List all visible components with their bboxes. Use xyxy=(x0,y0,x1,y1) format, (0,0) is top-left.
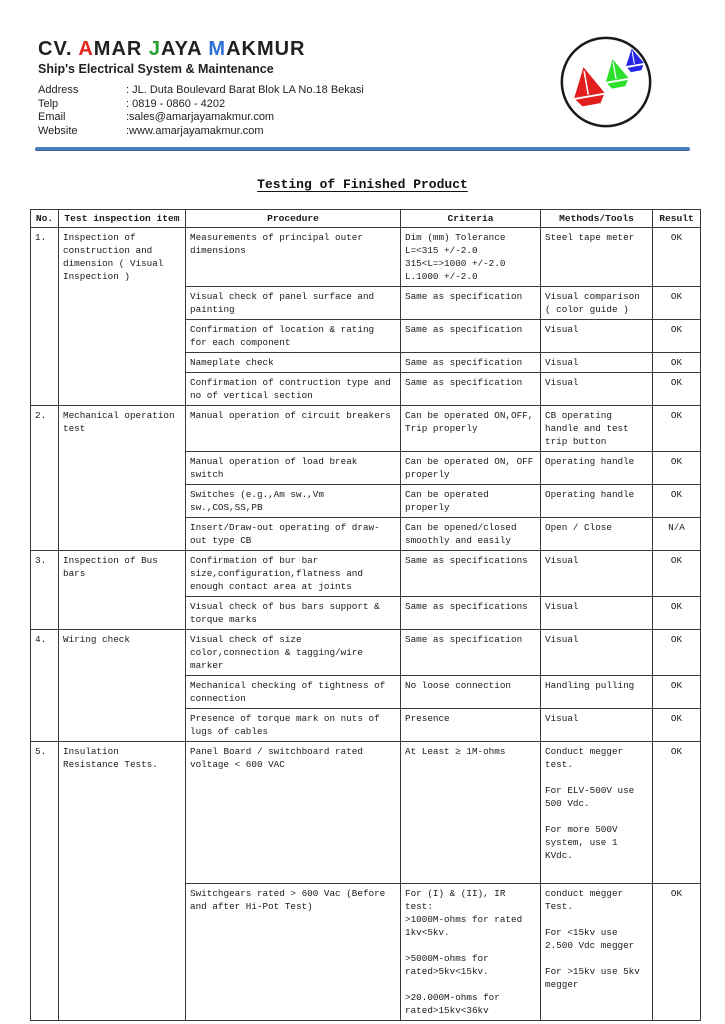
document-title: Testing of Finished Product xyxy=(257,177,468,192)
cell-procedure: Confirmation of contruction type and no of vertical section xyxy=(186,373,401,406)
cell-no: 3. xyxy=(31,551,59,630)
cell-result: N/A xyxy=(653,518,701,551)
contact-value: : 0819 - 0860 - 4202 xyxy=(126,97,226,110)
cell-procedure: Confirmation of location & rating for each component xyxy=(186,320,401,353)
cell-criteria: Same as specification xyxy=(401,287,541,320)
sailboats-logo-icon xyxy=(558,34,654,130)
cell-no: 4. xyxy=(31,630,59,742)
cell-item: Inspection of construction and dimension ( Visual Inspection ) xyxy=(59,228,186,406)
cell-methods: Conduct megger test. For ELV-500V use 500 Vdc. For more 500V system, use 1 KVdc. xyxy=(541,742,653,884)
cell-methods: Visual comparison ( color guide ) xyxy=(541,287,653,320)
table-row xyxy=(31,406,701,452)
cell-result: OK xyxy=(653,287,701,320)
cell-methods: Handling pulling xyxy=(541,676,653,709)
col-header-item: Test inspection item xyxy=(59,210,186,228)
table-row xyxy=(31,551,701,597)
cell-criteria: Same as specification xyxy=(401,630,541,676)
cell-procedure: Manual operation of load break switch xyxy=(186,452,401,485)
company-name-part: A xyxy=(78,38,94,60)
cell-result: OK xyxy=(653,353,701,373)
col-header-procedure: Procedure xyxy=(186,210,401,228)
cell-procedure: Panel Board / switchboard rated voltage < 600 VAC xyxy=(186,742,401,884)
cell-result: OK xyxy=(653,884,701,1021)
cell-methods: Visual xyxy=(541,551,653,597)
cell-item: Wiring check xyxy=(59,630,186,742)
cell-result: OK xyxy=(653,406,701,452)
col-header-result: Result xyxy=(653,210,701,228)
cell-criteria: Same as specification xyxy=(401,353,541,373)
cell-methods: Visual xyxy=(541,353,653,373)
cell-methods: CB operating handle and test trip button xyxy=(541,406,653,452)
header-divider-rule xyxy=(35,147,690,151)
contact-row-email xyxy=(38,111,364,125)
company-name-part: AYA xyxy=(161,38,209,60)
contact-row-address xyxy=(38,84,364,98)
cell-procedure: Visual check of size color,connection & tagging/wire marker xyxy=(186,630,401,676)
company-logo xyxy=(558,34,654,130)
cell-procedure: Manual operation of circuit breakers xyxy=(186,406,401,452)
testing-table-wrap xyxy=(30,209,700,1021)
cell-result: OK xyxy=(653,676,701,709)
cell-criteria: Same as specification xyxy=(401,320,541,353)
table-row xyxy=(31,742,701,884)
cell-procedure: Visual check of panel surface and painting xyxy=(186,287,401,320)
company-header xyxy=(38,38,364,138)
cell-methods: Visual xyxy=(541,320,653,353)
cell-no: 2. xyxy=(31,406,59,551)
company-subtitle: Ship's Electrical System & Maintenance xyxy=(38,62,274,76)
cell-criteria: Can be opened/closed smoothly and easily xyxy=(401,518,541,551)
contact-label: Address xyxy=(38,84,79,96)
contact-label: Telp xyxy=(38,97,59,110)
cell-methods: Visual xyxy=(541,709,653,742)
contact-row-website xyxy=(38,125,364,139)
cell-procedure: Presence of torque mark on nuts of lugs of cables xyxy=(186,709,401,742)
cell-criteria: For (I) & (II), IR test: >1000M-ohms for rated 1kv<5kv. >5000M-ohms for rated>5kv<15kv. >20.000M-ohms for rated>15kv<36kv xyxy=(401,884,541,1021)
cell-result: OK xyxy=(653,228,701,287)
cell-result: OK xyxy=(653,485,701,518)
cell-result: OK xyxy=(653,597,701,630)
contact-label: Website xyxy=(38,124,78,137)
cell-procedure: Switchgears rated > 600 Vac (Before and after Hi-Pot Test) xyxy=(186,884,401,1021)
col-header-methods: Methods/Tools xyxy=(541,210,653,228)
company-name-part: M xyxy=(208,38,227,60)
cell-result: OK xyxy=(653,551,701,597)
contact-label: Email xyxy=(38,111,66,123)
contact-value: :sales@amarjayamakmur.com xyxy=(126,111,275,123)
cell-criteria: Presence xyxy=(401,709,541,742)
testing-table xyxy=(30,209,701,1021)
company-name xyxy=(38,38,364,61)
cell-methods: Operating handle xyxy=(541,485,653,518)
cell-methods: conduct megger Test. For <15kv use 2.500 Vdc megger For >15kv use 5kv megger xyxy=(541,884,653,1021)
cell-methods: Operating handle xyxy=(541,452,653,485)
cell-procedure: Visual check of bus bars support & torque marks xyxy=(186,597,401,630)
cell-methods: Steel tape meter xyxy=(541,228,653,287)
col-header-criteria: Criteria xyxy=(401,210,541,228)
cell-procedure: Confirmation of bur bar size,configuration,flatness and enough contact area at joints xyxy=(186,551,401,597)
company-name-part: J xyxy=(148,38,162,60)
contact-value: :www.amarjayamakmur.com xyxy=(126,124,264,137)
cell-result: OK xyxy=(653,630,701,676)
cell-criteria: Same as specifications xyxy=(401,597,541,630)
table-row xyxy=(31,228,701,287)
cell-procedure: Switches (e.g.,Am sw.,Vm sw.,COS,SS,PB xyxy=(186,485,401,518)
cell-result: OK xyxy=(653,709,701,742)
cell-no: 5. xyxy=(31,742,59,1021)
cell-no: 1. xyxy=(31,228,59,406)
contact-value: : JL. Duta Boulevard Barat Blok LA No.18 Bekasi xyxy=(126,84,364,96)
cell-result: OK xyxy=(653,452,701,485)
cell-criteria: Can be operated properly xyxy=(401,485,541,518)
cell-methods: Open / Close xyxy=(541,518,653,551)
cell-item: Insulation Resistance Tests. xyxy=(59,742,186,1021)
cell-procedure: Mechanical checking of tightness of connection xyxy=(186,676,401,709)
contact-block xyxy=(38,84,364,138)
cell-procedure: Insert/Draw-out operating of draw- out type CB xyxy=(186,518,401,551)
cell-criteria: No loose connection xyxy=(401,676,541,709)
table-header-row xyxy=(31,210,701,228)
company-name-part: MAR xyxy=(93,38,149,60)
cell-item: Mechanical operation test xyxy=(59,406,186,551)
cell-methods: Visual xyxy=(541,630,653,676)
cell-criteria: Same as specification xyxy=(401,373,541,406)
cell-criteria: Same as specifications xyxy=(401,551,541,597)
table-row xyxy=(31,630,701,676)
cell-procedure: Nameplate check xyxy=(186,353,401,373)
cell-criteria: At Least ≥ 1M-ohms xyxy=(401,742,541,884)
cell-methods: Visual xyxy=(541,373,653,406)
company-name-part: CV. xyxy=(38,38,79,60)
cell-result: OK xyxy=(653,742,701,884)
cell-procedure: Measurements of principal outer dimensions xyxy=(186,228,401,287)
cell-criteria: Dim (mm) Tolerance L=<315 +/-2.0 315<L=>1000 +/-2.0 L.1000 +/-2.0 xyxy=(401,228,541,287)
cell-methods: Visual xyxy=(541,597,653,630)
company-name-part: AKMUR xyxy=(226,38,306,60)
cell-criteria: Can be operated ON, OFF properly xyxy=(401,452,541,485)
cell-result: OK xyxy=(653,373,701,406)
cell-item: Inspection of Bus bars xyxy=(59,551,186,630)
cell-result: OK xyxy=(653,320,701,353)
contact-row-telp xyxy=(38,98,364,112)
cell-criteria: Can be operated ON,OFF, Trip properly xyxy=(401,406,541,452)
col-header-no: No. xyxy=(31,210,59,228)
